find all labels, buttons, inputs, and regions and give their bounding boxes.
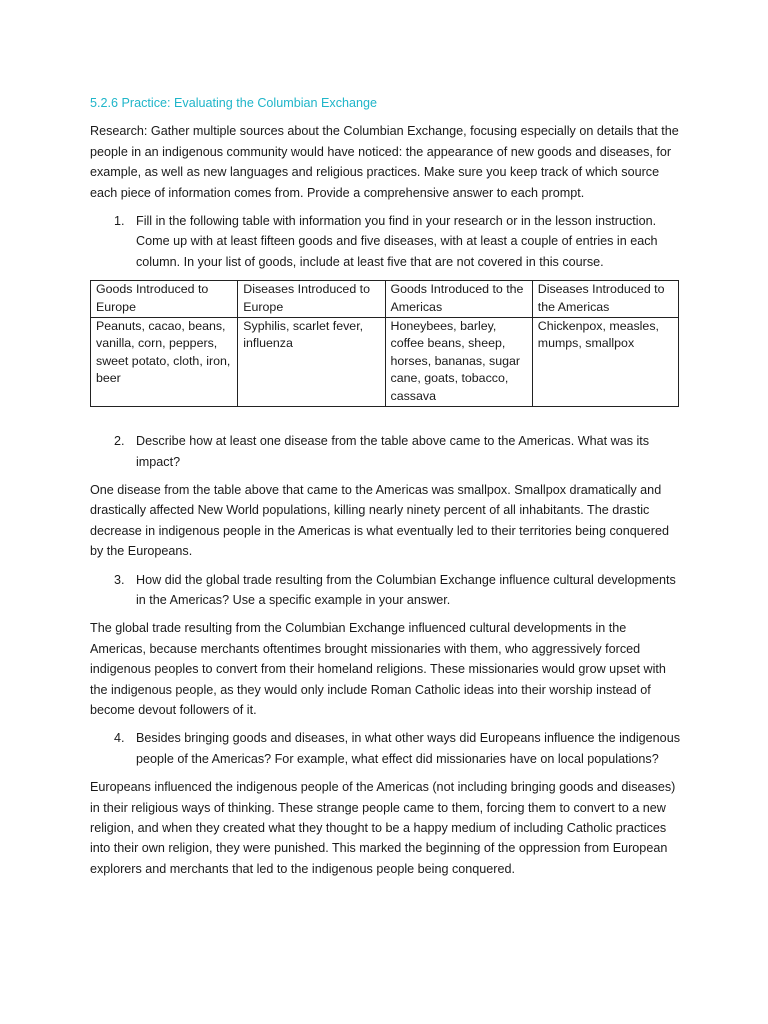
question-3-number: 3.: [114, 572, 125, 587]
question-4: [90, 728, 680, 769]
research-intro: Research: Gather multiple sources about the Columbian Exchange, focusing especially on details that the people in an indigenous community would have noticed: the appearance of new goods and diseases, for example, as well as new languages and religious practices. Make sure you keep track of which source each piece of information comes from. Provide a comprehensive answer to each prompt.: [90, 124, 679, 200]
answer-3: The global trade resulting from the Columbian Exchange influenced cultural developments in the Americas, because merchants oftentimes brought missionaries with them, who aggressively forced indigenous peoples to convert from their homeland religions. These missionaries would grow upset with the indigenous people, as they would only include Roman Catholic ideas into their worship instead of become devout followers of it.: [90, 621, 666, 717]
question-1: [90, 211, 680, 272]
cell-diseases-to-europe: Syphilis, scarlet fever, influenza: [238, 318, 385, 407]
question-1-number: 1.: [114, 214, 125, 229]
table-row: [91, 318, 679, 407]
question-1-text: Fill in the following table with information you find in your research or in the lesson instruction. Come up with at least fifteen goods and five diseases, with at least a couple of entries in each column. In your list of goods, include at least five that are not covered in this course.: [136, 214, 658, 269]
cell-goods-to-europe: Peanuts, cacao, beans, vanilla, corn, peppers, sweet potato, cloth, iron, beer: [91, 318, 238, 407]
header-diseases-to-europe: Diseases Introduced to Europe: [238, 281, 385, 318]
cell-goods-to-americas: Honeybees, barley, coffee beans, sheep, horses, bananas, sugar cane, goats, tobacco, cassava: [385, 318, 532, 407]
header-goods-to-europe: Goods Introduced to Europe: [91, 281, 238, 318]
question-4-text: Besides bringing goods and diseases, in what other ways did Europeans influence the indigenous people of the Americas? For example, what effect did missionaries have on local populations?: [136, 731, 680, 766]
answer-2: One disease from the table above that came to the Americas was smallpox. Smallpox dramatically and drastically affected New World populations, killing nearly ninety percent of all inhabitants. The drastic decrease in indigenous people in the Americas is what eventually led to their territories being conquered by the Europeans.: [90, 482, 669, 559]
answer-4: Europeans influenced the indigenous people of the Americas (not including bringing goods and diseases) in their religious ways of thinking. These strange people came to them, forcing them to convert to a new religion, and when they created what they thought to be a happy medium of including Catholic practices into their own religion, they were punished. This marked the beginning of the oppression from European explorers and merchants that led to the indigenous people being conquered.: [90, 780, 676, 876]
question-2: [90, 431, 680, 472]
question-3-text: How did the global trade resulting from the Columbian Exchange influence cultural developments in the Americas? Use a specific example in your answer.: [136, 572, 676, 607]
question-2-text: Describe how at least one disease from the table above came to the Americas. What was its impact?: [136, 434, 650, 469]
cell-diseases-to-americas: Chickenpox, measles, mumps, smallpox: [532, 318, 678, 407]
question-4-number: 4.: [114, 731, 125, 746]
question-3: [90, 570, 680, 611]
question-2-number: 2.: [114, 434, 125, 449]
header-diseases-to-americas: Diseases Introduced to the Americas: [532, 281, 678, 318]
table-header-row: [91, 281, 679, 318]
exchange-table: [90, 280, 679, 407]
document-title: 5.2.6 Practice: Evaluating the Columbian Exchange: [90, 96, 378, 110]
header-goods-to-americas: Goods Introduced to the Americas: [385, 281, 532, 318]
